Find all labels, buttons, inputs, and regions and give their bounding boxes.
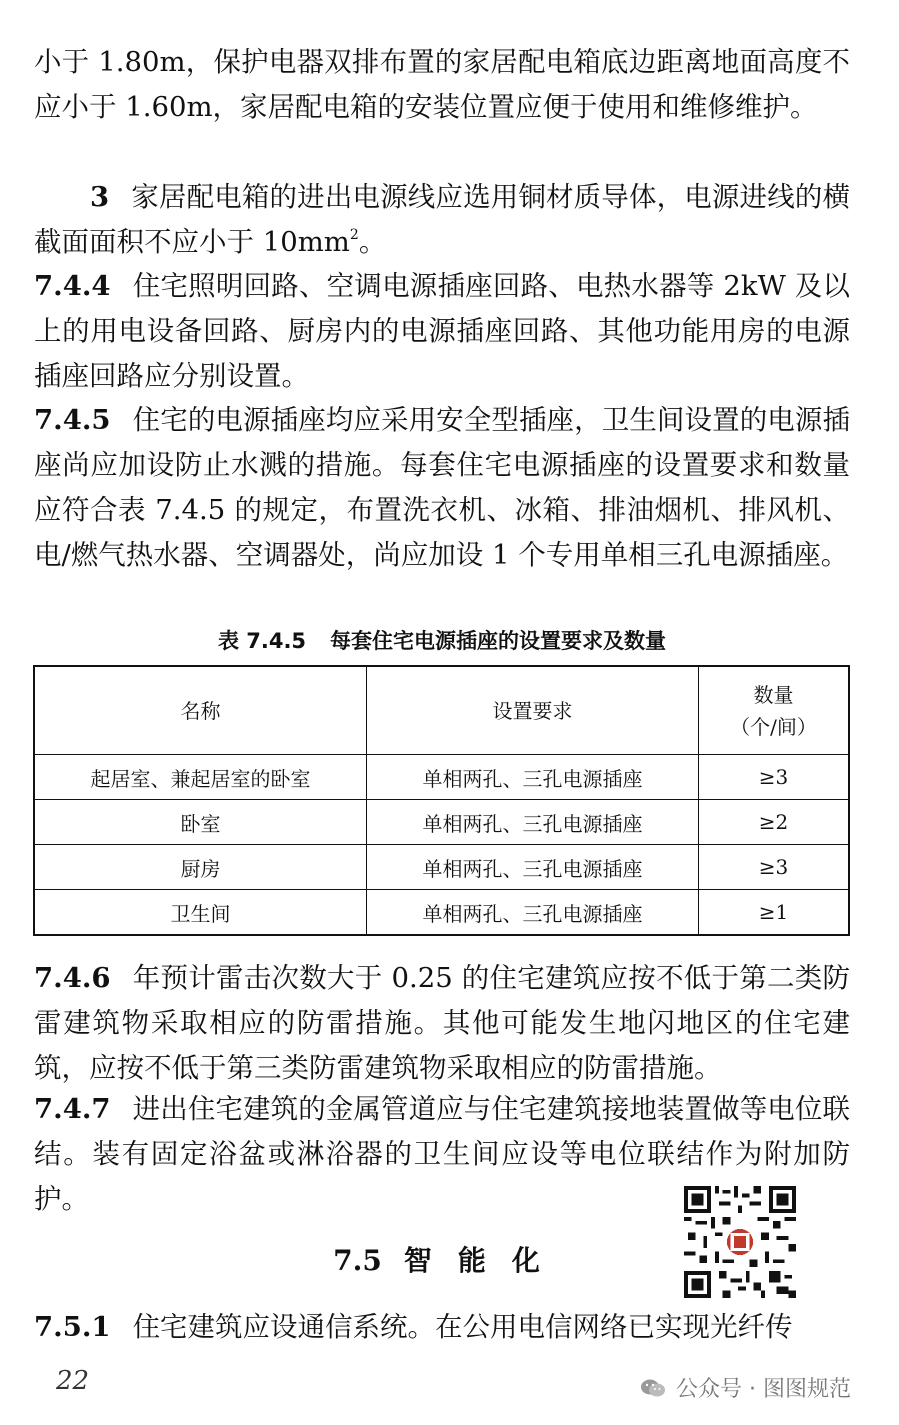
qr-code-icon[interactable] [684,1186,796,1298]
clause-number: 7.5.1 [34,1311,111,1343]
cell-requirement: 单相两孔、三孔电源插座 [367,800,699,845]
cell-quantity: ≥3 [699,845,850,890]
clause-text: 进出住宅建筑的金属管道应与住宅建筑接地装置做等电位联结。装有固定浴盆或淋浴器的卫生间应设等电位联结作为附加防护。 [34,1093,850,1215]
clause-text: 年预计雷击次数大于 0.25 的住宅建筑应按不低于第二类防雷建筑物采取相应的防雷措施。其他可能发生地闪地区的住宅建筑，应按不低于第三类防雷建筑物采取相应的防雷措施。 [34,962,850,1084]
watermark [640,1372,851,1403]
outlet-requirements-table [33,665,850,936]
clause-7-4-4 [34,264,850,399]
header-quantity-line1: 数量 [753,682,794,707]
cell-quantity: ≥3 [699,755,850,800]
header-quantity-line2: （个/间） [730,714,817,739]
header-name: 名称 [34,666,367,755]
page-number: 22 [56,1366,90,1396]
clause-number: 7.4.5 [34,404,111,436]
paragraph-item-3 [34,175,850,265]
clause-text: 住宅建筑应设通信系统。在公用电信网络已实现光纤传 [132,1311,793,1343]
cell-name: 起居室、兼起居室的卧室 [34,755,367,800]
cell-requirement: 单相两孔、三孔电源插座 [367,755,699,800]
cell-name: 卧室 [34,800,367,845]
cell-quantity: ≥1 [699,890,850,936]
table-row [34,800,849,845]
superscript: 2 [349,227,359,243]
item-text-end: 。 [358,226,387,258]
table-caption-number: 表 7.4.5 [217,629,307,653]
header-quantity [699,666,850,755]
table-header-row [34,666,849,755]
table-row [34,890,849,936]
clause-number: 7.4.7 [34,1093,111,1125]
table-caption-title: 每套住宅电源插座的设置要求及数量 [330,629,667,653]
cell-quantity: ≥2 [699,800,850,845]
table-row [34,845,849,890]
clause-text: 住宅的电源插座均应采用安全型插座，卫生间设置的电源插座尚应加设防止水溅的措施。每套住宅电源插座的设置要求和数量应符合表 7.4.5 的规定，布置洗衣机、冰箱、排油烟机、排风机、电/燃气热水器、空调器处，尚应加设 1 个专用单相三孔电源插座。 [34,404,850,571]
clause-number: 7.4.6 [34,962,111,994]
item-number: 3 [90,181,110,213]
cell-name: 厨房 [34,845,367,890]
paragraph-continuation: 小于 1.80m，保护电器双排布置的家居配电箱底边距离地面高度不应小于 1.60m，家居配电箱的安装位置应便于使用和维修维护。 [34,46,850,123]
table-caption [34,626,850,656]
clause-7-4-6 [34,956,850,1091]
clause-number: 7.4.4 [34,270,111,302]
clause-7-5-1 [34,1305,850,1350]
cell-requirement: 单相两孔、三孔电源插座 [367,890,699,936]
header-requirement: 设置要求 [367,666,699,755]
watermark-text: 公众号 · 图图规范 [676,1377,851,1402]
section-title: 智能化 [403,1244,566,1277]
item-text: 家居配电箱的进出电源线应选用铜材质导体，电源进线的横截面面积不应小于 10mm [34,181,850,258]
clause-text: 住宅照明回路、空调电源插座回路、电热水器等 2kW 及以上的用电设备回路、厨房内的电源插座回路、其他功能用房的电源插座回路应分别设置。 [34,270,850,392]
clause-7-4-5 [34,398,850,578]
wechat-icon [640,1378,666,1398]
cell-requirement: 单相两孔、三孔电源插座 [367,845,699,890]
table-row [34,755,849,800]
cell-name: 卫生间 [34,890,367,936]
section-number: 7.5 [333,1244,382,1277]
